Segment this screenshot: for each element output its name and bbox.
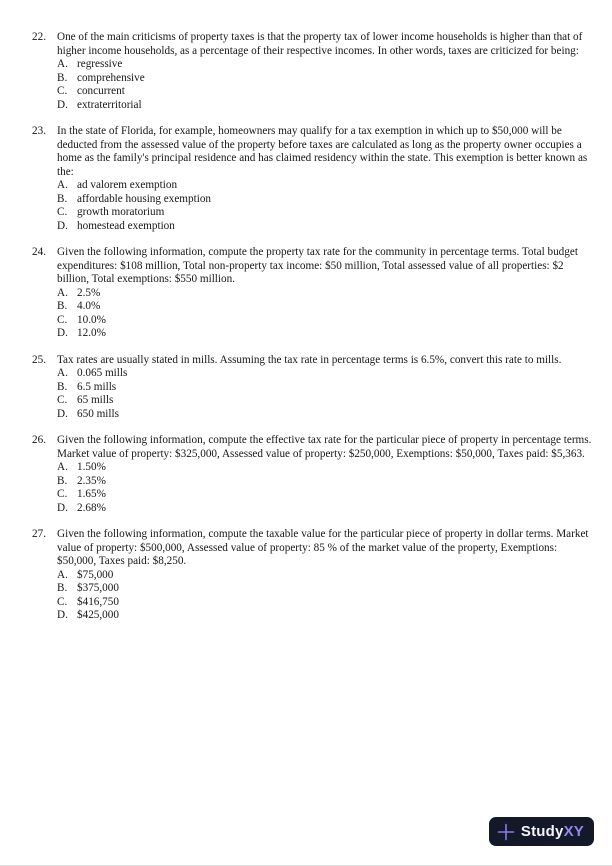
question-number: 26. <box>32 434 46 446</box>
option-letter: C. <box>57 488 68 500</box>
option-letter: A. <box>57 286 68 299</box>
option-letter: A. <box>57 367 68 379</box>
option-label: $425,000 <box>77 609 119 621</box>
answer-option <box>57 596 592 610</box>
option-label: growth moratorium <box>77 206 165 218</box>
plus-icon <box>497 823 515 841</box>
question-27 <box>32 528 592 623</box>
option-label: 2.68% <box>77 501 106 514</box>
option-letter: A. <box>57 568 68 581</box>
question-text: Given the following information, compute the property tax rate for the community in percentage terms. Total budget expenditures: $108 million, Total non-property tax income: $50 million, Total assessed value of all properties: $2 billion, Total exemptions: $550 million. <box>57 246 578 285</box>
question-24 <box>32 246 592 341</box>
answer-option <box>57 394 592 408</box>
option-letter: A. <box>57 179 68 191</box>
option-letter: B. <box>57 192 68 205</box>
option-letter: D. <box>57 327 68 339</box>
answer-option <box>57 475 592 489</box>
question-text: Given the following information, compute the taxable value for the particular piece of property in dollar terms. Market value of property: $500,000, Assessed value of property: 85 % of the market value of the property, Exemptions: $50,000, Taxes paid: $8,250. <box>57 528 589 567</box>
option-letter: D. <box>57 609 68 621</box>
question-body <box>57 31 592 112</box>
brand-wordmark <box>521 823 584 840</box>
option-letter: D. <box>57 501 68 514</box>
option-label: 2.35% <box>77 474 106 487</box>
question-text: Tax rates are usually stated in mills. Assuming the tax rate in percentage terms is 6.5%, convert this rate to mills. <box>57 353 562 366</box>
option-letter: B. <box>57 380 68 393</box>
question-number: 27. <box>32 528 46 540</box>
answer-option <box>57 488 592 502</box>
option-letter: B. <box>57 582 68 594</box>
question-body <box>57 434 592 515</box>
option-label: homestead exemption <box>77 219 175 232</box>
option-label: 12.0% <box>77 327 106 339</box>
answer-option <box>57 206 592 220</box>
answer-option <box>57 367 592 381</box>
option-label: 65 mills <box>77 394 114 406</box>
option-letter: B. <box>57 71 68 84</box>
option-label: $375,000 <box>77 582 119 594</box>
question-number: 24. <box>32 246 46 258</box>
question-number: 23. <box>32 125 46 137</box>
answer-option <box>57 314 592 328</box>
question-body <box>57 246 592 341</box>
answer-option <box>57 300 592 314</box>
question-text: In the state of Florida, for example, homeowners may qualify for a tax exemption in which up to $50,000 will be deducted from the assessed value of the property before taxes are calculated as long as the property owner occupies a home as the family's principal residence and has claimed residency within the state. This exemption is better known as the: <box>57 125 588 178</box>
answer-option <box>57 502 592 516</box>
option-label: concurrent <box>77 85 125 97</box>
question-body <box>57 528 592 623</box>
option-label: ad valorem exemption <box>77 179 178 191</box>
question-body <box>57 354 592 422</box>
option-label: 6.5 mills <box>77 380 117 393</box>
option-letter: D. <box>57 219 68 232</box>
question-number: 22. <box>32 31 46 43</box>
option-label: 2.5% <box>77 286 101 299</box>
answer-option <box>57 582 592 596</box>
answer-option <box>57 193 592 207</box>
answer-option <box>57 408 592 422</box>
option-label: extraterritorial <box>77 98 142 111</box>
option-letter: D. <box>57 407 68 420</box>
option-letter: C. <box>57 206 68 218</box>
studyxy-logo-badge <box>489 817 594 846</box>
option-label: 1.50% <box>77 461 106 473</box>
question-text: One of the main criticisms of property taxes is that the property tax of lower income households is higher than that of higher income households, as a percentage of their respective incomes. In other words, taxes are criticized for being: <box>57 31 583 57</box>
question-25 <box>32 354 592 422</box>
question-26 <box>32 434 592 515</box>
option-label: comprehensive <box>77 71 145 84</box>
option-letter: C. <box>57 394 68 406</box>
option-label: 650 mills <box>77 407 119 420</box>
option-label: regressive <box>77 58 123 70</box>
option-letter: D. <box>57 98 68 111</box>
option-label: $416,750 <box>77 595 119 608</box>
option-label: affordable housing exemption <box>77 192 212 205</box>
option-letter: A. <box>57 58 68 70</box>
answer-option <box>57 99 592 113</box>
option-label: 10.0% <box>77 313 106 326</box>
answer-option <box>57 85 592 99</box>
question-text: Given the following information, compute the effective tax rate for the particular piece of property in percentage terms. Market value of property: $325,000, Assessed value of property: $250,000, Exemptions: $50,000, Taxes paid: $5,363. <box>57 434 592 460</box>
option-letter: A. <box>57 461 68 473</box>
answer-option <box>57 220 592 234</box>
brand-xy-text: XY <box>563 823 584 840</box>
option-label: 1.65% <box>77 488 106 500</box>
question-23 <box>32 125 592 233</box>
option-letter: C. <box>57 313 68 326</box>
question-22 <box>32 31 592 112</box>
option-letter: B. <box>57 300 68 312</box>
question-number: 25. <box>32 353 46 366</box>
answer-option <box>57 179 592 193</box>
option-label: $75,000 <box>77 568 114 581</box>
answer-option <box>57 58 592 72</box>
answer-option <box>57 461 592 475</box>
option-letter: C. <box>57 85 68 97</box>
option-label: 4.0% <box>77 300 101 312</box>
question-body <box>57 125 592 233</box>
answer-option <box>57 72 592 86</box>
answer-option <box>57 327 592 341</box>
option-letter: B. <box>57 474 68 487</box>
answer-option <box>57 381 592 395</box>
brand-study-text: Study <box>520 823 564 840</box>
answer-option <box>57 287 592 301</box>
option-label: 0.065 mills <box>77 367 128 379</box>
option-letter: C. <box>57 595 68 608</box>
answer-option <box>57 569 592 583</box>
answer-option <box>57 609 592 623</box>
